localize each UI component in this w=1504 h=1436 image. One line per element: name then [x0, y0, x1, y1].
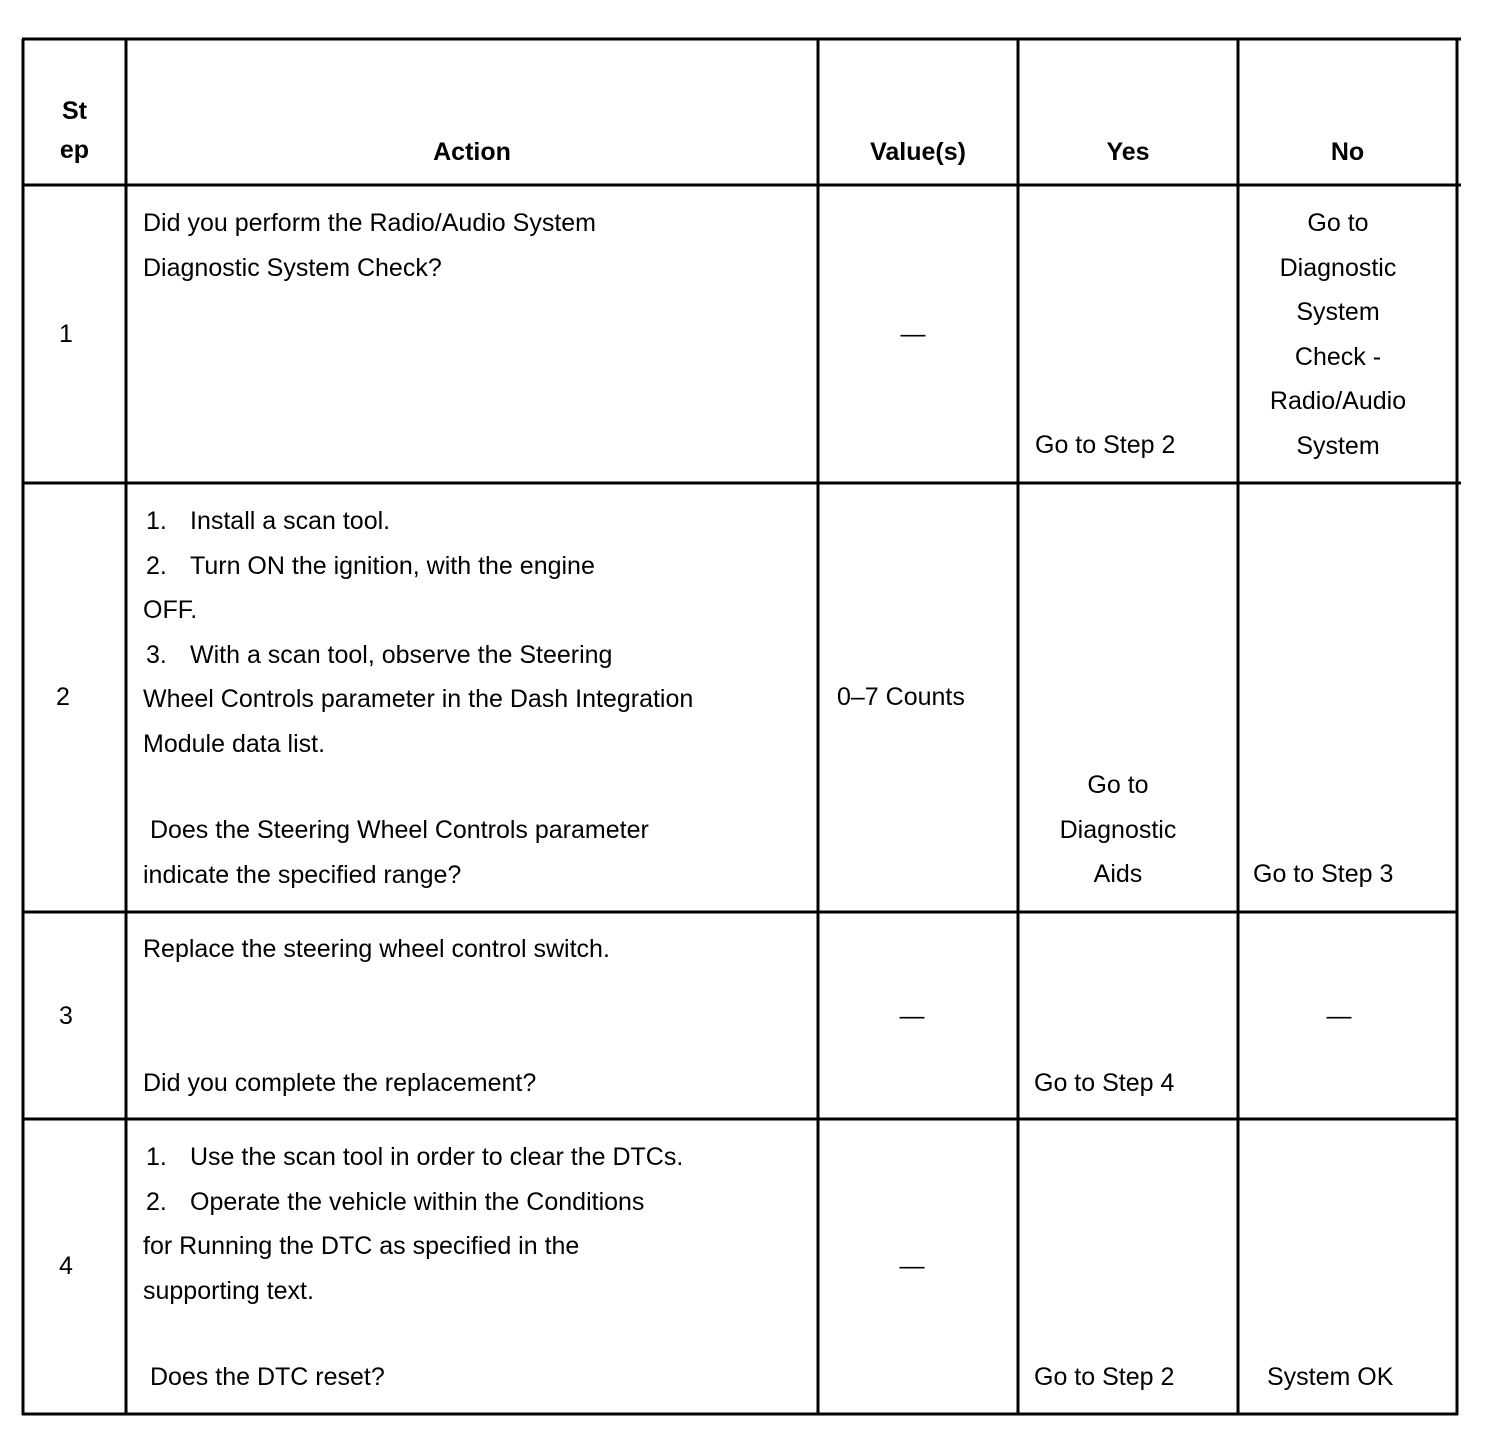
row-4-value: — [899, 1252, 925, 1280]
row-2-question-line-2: indicate the specified range? [143, 860, 462, 889]
row-1-no [1238, 201, 1438, 468]
row-2-item-1-text: Install a scan tool. [190, 507, 391, 535]
row-1-action-line-1: Did you perform the Radio/Audio System [143, 209, 596, 237]
row-2-item-3-number: 3. [146, 640, 167, 669]
row-1-step: 1 [59, 320, 73, 348]
row-2-action-item-1 [143, 499, 693, 544]
row-4-item-2-text: Operate the vehicle within the Conditions [190, 1187, 645, 1216]
row-4-action-item-2 [143, 1180, 683, 1225]
row-1-no-line-2: Diagnostic [1279, 253, 1397, 282]
row-2-yes-line-2: Diagnostic [1059, 815, 1177, 844]
header-step-line-1: St [62, 97, 87, 125]
row-2-action-item-3-cont-2: Module data list. [143, 729, 326, 758]
row-2-action-item-3 [143, 633, 693, 678]
row-2-action [143, 499, 693, 766]
row-1-no-line-6: System [1296, 431, 1380, 460]
row-2-yes [1018, 763, 1218, 897]
row-3-question: Did you complete the replacement? [143, 1069, 537, 1097]
row-1-action-line-2: Diagnostic System Check? [143, 253, 442, 282]
row-2-question-line-1: Does the Steering Wheel Controls parameter [143, 816, 649, 844]
row-4-no: System OK [1267, 1363, 1394, 1391]
row-2-item-2-text: Turn ON the ignition, with the engine [190, 551, 595, 580]
header-yes: Yes [1106, 138, 1150, 166]
row-2-action-item-3-cont-1: Wheel Controls parameter in the Dash Integration [143, 685, 694, 713]
row-4-step: 4 [59, 1252, 73, 1280]
row-3-action-text: Replace the steering wheel control switch. [143, 935, 610, 963]
row-2-action-item-2 [143, 544, 693, 589]
row-2-value: 0–7 Counts [837, 683, 965, 711]
row-4-item-2-number: 2. [146, 1187, 167, 1216]
header-no: No [1330, 138, 1365, 166]
row-1-yes: Go to Step 2 [1035, 431, 1176, 459]
row-4-action-item-2-cont-1: for Running the DTC as specified in the [143, 1232, 580, 1260]
row-1-value: — [900, 320, 926, 348]
row-3-yes: Go to Step 4 [1034, 1069, 1175, 1097]
header-step-line-2: ep [59, 136, 90, 164]
row-4-item-1-text: Use the scan tool in order to clear the DTCs. [190, 1143, 684, 1171]
row-1-no-line-1: Go to [1307, 209, 1369, 237]
row-1-no-line-4: Check - [1294, 342, 1382, 371]
row-2-yes-line-3: Aids [1093, 860, 1143, 888]
row-2-yes-line-1: Go to [1087, 771, 1149, 799]
row-4-item-1-number: 1. [146, 1143, 167, 1171]
row-4-action-item-1 [143, 1135, 683, 1180]
row-2-step: 2 [56, 683, 70, 711]
row-2-question [143, 808, 649, 897]
row-4-question: Does the DTC reset? [143, 1363, 385, 1391]
header-action: Action [433, 138, 511, 166]
row-1-no-line-3: System [1296, 298, 1380, 326]
header-values: Value(s) [870, 138, 966, 166]
row-3-value: — [899, 1002, 925, 1030]
row-2-item-2-number: 2. [146, 551, 167, 580]
row-4-yes: Go to Step 2 [1034, 1363, 1175, 1391]
row-2-action-item-2-cont: OFF. [143, 596, 198, 624]
row-2-no: Go to Step 3 [1253, 860, 1394, 888]
row-3-step: 3 [59, 1002, 73, 1030]
row-4-action [143, 1135, 683, 1313]
header-step [23, 92, 126, 170]
row-1-no-line-5: Radio/Audio [1269, 387, 1407, 415]
row-2-item-3-text: With a scan tool, observe the Steering [190, 640, 613, 669]
row-1-action [143, 201, 596, 290]
row-3-no: — [1326, 1002, 1352, 1030]
row-4-action-item-2-cont-2: supporting text. [143, 1276, 314, 1305]
row-2-item-1-number: 1. [146, 507, 167, 535]
